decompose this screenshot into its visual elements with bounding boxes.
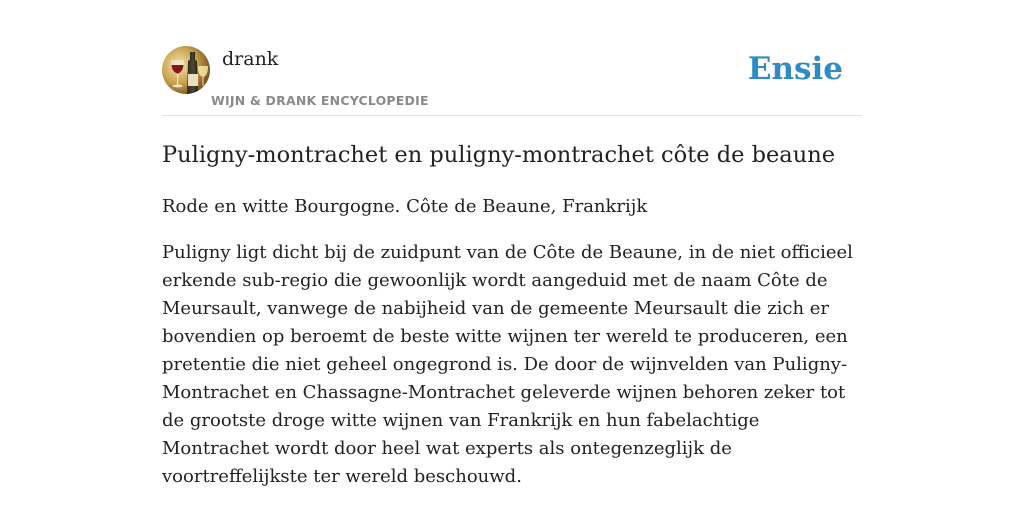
site-subtitle: WIJN & DRANK ENCYCLOPEDIE — [211, 93, 429, 108]
wine-glass-bottle-icon[interactable] — [162, 46, 210, 94]
article-subtitle: Rode en witte Bourgogne. Côte de Beaune, Frankrijk — [162, 196, 648, 217]
article-body: Puligny ligt dicht bij de zuidpunt van de Côte de Beaune, in de niet officieel erkende sub-regio die gewoonlijk wordt aangeduid met de naam Côte de Meursault, vanwege de nabijheid van de gemeente Meursault die zich er bovendien op beroemt de beste witte wijnen ter wereld te produceren, een pretentie die niet geheel ongegrond is. De door de wijnvelden van Puligny-Montrachet en Chassagne-Montrachet geleverde wijnen behoren zeker tot de grootste droge witte wijnen van Frankrijk en hun fabelachtige Montrachet wordt door heel wat experts als ontegenzeglijk de voortreffelijkste ter wereld beschouwd. — [162, 242, 853, 487]
site-name[interactable]: drank — [222, 48, 279, 70]
page-header — [162, 46, 862, 116]
page-title: Puligny-montrachet en puligny-montrachet côte de beaune — [162, 142, 836, 168]
header-divider — [162, 115, 862, 116]
brand-logo[interactable]: Ensie — [747, 51, 843, 87]
